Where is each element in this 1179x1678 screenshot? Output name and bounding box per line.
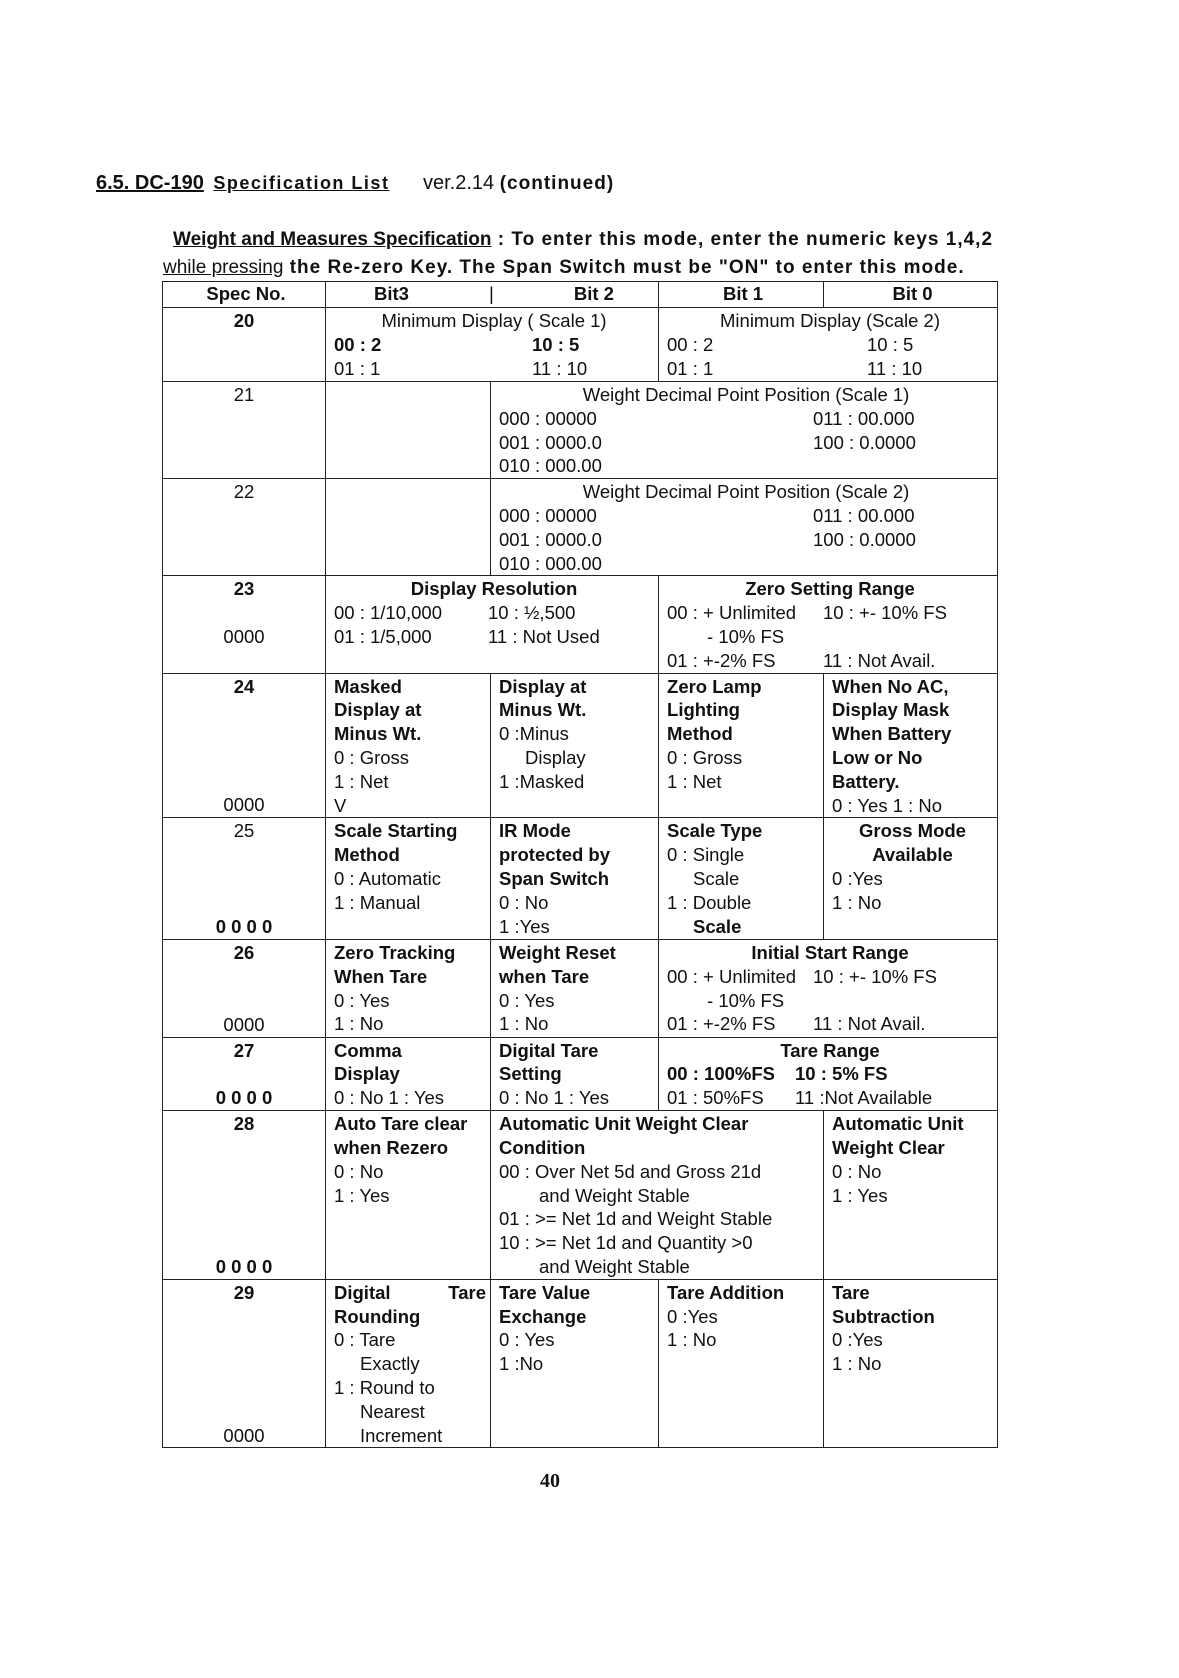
r25-bit1-line: Scale Type	[667, 820, 763, 842]
r29-bit2	[491, 1279, 659, 1448]
r24-bit1-line: 0 : Gross	[667, 746, 743, 768]
table-row	[163, 382, 998, 479]
r28-bit3-line: when Rezero	[334, 1136, 449, 1158]
r25-default: 0 0 0 0	[215, 916, 273, 938]
header-bit3: Bit3	[374, 283, 409, 304]
r29-bit0-line: 0 :Yes	[832, 1329, 883, 1351]
r26-bit2-line: 0 : Yes	[499, 989, 555, 1011]
r24-bit3-line: 1 : Net	[334, 770, 389, 792]
r26-bit2-line: Weight Reset	[499, 941, 616, 963]
table-row	[163, 308, 998, 382]
r29-bit3-line: Nearest	[360, 1400, 425, 1422]
r28-title2: Condition	[499, 1136, 586, 1158]
r20-b2: 10 : 5	[867, 333, 914, 355]
header-bit1: Bit 1	[659, 282, 824, 308]
r24-bit0-line: Low or No	[832, 746, 923, 768]
table-row	[163, 939, 998, 1037]
r29-default: 0000	[223, 1424, 265, 1446]
r28-m5: and Weight Stable	[539, 1255, 690, 1277]
r20-scale2-title: Minimum Display (Scale 2)	[720, 310, 941, 331]
r24-bit3	[326, 673, 491, 818]
r25-bit1	[659, 818, 824, 940]
r29-bit3-line: 1 : Round to	[334, 1376, 435, 1398]
r26-bit2	[491, 939, 659, 1037]
r29-bit3-line: 0 : Tare	[334, 1329, 396, 1351]
spec-table	[162, 281, 998, 1448]
r24-bit2-line: 0 :Minus	[499, 723, 569, 745]
r24-bit0	[824, 673, 998, 818]
r27-bit2-line: Setting	[499, 1063, 562, 1085]
r23-b1: 00 : + Unlimited	[667, 602, 797, 624]
r29-bit1-line: Tare Addition	[667, 1281, 785, 1303]
r29-bit3-line: Exactly	[360, 1353, 420, 1375]
r20-b1: 00 : 2	[667, 333, 714, 355]
r24-bit2-line: Display	[525, 746, 586, 768]
r24-bit0-line: Display Mask	[832, 699, 950, 721]
r28-bit3	[326, 1111, 491, 1280]
r28-default: 0 0 0 0	[215, 1255, 273, 1277]
r26-b4: 01 : +-2% FS	[667, 1013, 776, 1035]
r26-b1: 00 : + Unlimited	[667, 965, 797, 987]
r23-a2: 10 : ½,500	[488, 602, 576, 624]
r27-bit2	[491, 1037, 659, 1111]
section-number: 6.5. DC-190	[96, 172, 204, 194]
r29-bit1	[659, 1279, 824, 1448]
r24-bit3-line: Masked	[334, 675, 402, 697]
r28-bit3-line: 1 : Yes	[334, 1184, 390, 1206]
r21-empty	[326, 382, 491, 479]
r26-b3: - 10% FS	[707, 989, 785, 1011]
spec-no-24: 24	[233, 675, 255, 697]
r20-scale1-title: Minimum Display ( Scale 1)	[381, 310, 607, 331]
r24-bit3-line: V	[334, 794, 347, 816]
r26-default: 0000	[223, 1013, 265, 1035]
spec-no-28-cell	[163, 1111, 326, 1280]
r26-start-range-title: Initial Start Range	[751, 941, 909, 963]
spec-no-27: 27	[233, 1039, 255, 1061]
r22-v2: 011 : 00.000	[813, 504, 915, 526]
spec-no-21: 21	[163, 382, 326, 479]
r29-bit0-line: Subtraction	[832, 1305, 935, 1327]
r25-bit2-line: 0 : No	[499, 891, 549, 913]
r29-bit2-line: 1 :No	[499, 1353, 544, 1375]
r27-bit3	[326, 1037, 491, 1111]
r23-a1: 00 : 1/10,000	[334, 602, 443, 624]
r23-a3: 01 : 1/5,000	[334, 625, 432, 647]
r25-bit0	[824, 818, 998, 940]
r28-bit3-line: Auto Tare clear	[334, 1113, 468, 1135]
r29-bit1-line: 0 :Yes	[667, 1305, 718, 1327]
r20-scale2-cell	[659, 308, 998, 382]
r25-bit3	[326, 818, 491, 940]
r24-bit0-line: 0 : Yes 1 : No	[832, 794, 943, 816]
r27-bit3-line: 0 : No 1 : Yes	[334, 1087, 445, 1109]
r29-bit1-line: 1 : No	[667, 1329, 717, 1351]
r23-default: 0000	[223, 626, 265, 648]
r23-resolution-title: Display Resolution	[410, 578, 578, 600]
r25-bit0-line: 1 : No	[832, 891, 882, 913]
r27-bit3-line: Display	[334, 1063, 400, 1085]
r29-bit2-line: 0 : Yes	[499, 1329, 555, 1351]
r22-v5: 010 : 000.00	[499, 552, 602, 574]
r20-a4: 11 : 10	[532, 357, 588, 379]
r25-bit1-line: Scale	[693, 867, 740, 889]
table-row	[163, 673, 998, 818]
r24-bit1-line: Zero Lamp	[667, 675, 762, 697]
r26-bit3-line: Zero Tracking	[334, 941, 456, 963]
r26-bit2-line: when Tare	[499, 965, 590, 987]
r24-bit1-line: Lighting	[667, 699, 740, 721]
r26-bit3-line: 0 : Yes	[334, 989, 390, 1011]
r23-b4: 01 : +-2% FS	[667, 649, 776, 671]
r23-b2: 10 : +- 10% FS	[823, 602, 947, 624]
header-bit2: Bit 2	[573, 283, 614, 304]
r23-a4: 11 : Not Used	[488, 625, 600, 647]
r24-bit0-line: When Battery	[832, 723, 952, 745]
intro-line2: the Re-zero Key. The Span Switch must be "ON" to enter this mode.	[289, 257, 965, 278]
r22-empty	[326, 479, 491, 576]
r28-m4: 10 : >= Net 1d and Quantity >0	[499, 1232, 753, 1254]
r27-b1: 00 : 100%FS	[667, 1063, 775, 1085]
r24-bit2	[491, 673, 659, 818]
r22-v4: 100 : 0.0000	[813, 528, 916, 550]
intro-line2-underlined: while pressing	[163, 257, 284, 278]
r21-title: Weight Decimal Point Position (Scale 1)	[582, 384, 910, 405]
r22-v1: 000 : 00000	[499, 504, 597, 526]
r27-b2: 10 : 5% FS	[795, 1063, 888, 1085]
r24-bit3-line: Display at	[334, 699, 422, 721]
r20-a3: 01 : 1	[334, 357, 381, 379]
r28-bit0-line: 1 : Yes	[832, 1184, 888, 1206]
intro-line1: : To enter this mode, enter the numeric keys 1,4,2	[497, 229, 994, 250]
r23-zero-range-cell	[659, 576, 998, 673]
r29-bit2-line: Exchange	[499, 1305, 587, 1327]
r26-start-range-cell	[659, 939, 998, 1037]
intro-title: Weight and Measures Specification	[173, 229, 492, 250]
r29-bit0-line: Tare	[832, 1281, 870, 1303]
r20-scale1-cell	[326, 308, 659, 382]
r25-bit3-line: 0 : Automatic	[334, 867, 441, 889]
r27-bit2-line: Digital Tare	[499, 1039, 599, 1061]
r24-bit3-line: Minus Wt.	[334, 723, 422, 745]
r24-bit2-line: Minus Wt.	[499, 699, 587, 721]
r21-v1: 000 : 00000	[499, 407, 597, 429]
r23-zero-range-title: Zero Setting Range	[745, 578, 915, 600]
table-row	[163, 1111, 998, 1280]
r25-bit2-line: IR Mode	[499, 820, 571, 842]
header-bit3-bit2	[326, 282, 659, 308]
table-row	[163, 818, 998, 940]
r26-b5: 11 : Not Avail.	[813, 1013, 926, 1035]
spec-no-29-cell	[163, 1279, 326, 1448]
r25-bit0-line: Gross Mode	[859, 820, 966, 842]
header-bit0: Bit 0	[824, 282, 998, 308]
table-row	[163, 479, 998, 576]
spec-no-22: 22	[163, 479, 326, 576]
r25-bit0-line: Available	[872, 844, 953, 866]
r21-v2: 011 : 00.000	[813, 407, 915, 429]
r20-a2: 10 : 5	[532, 333, 580, 355]
r25-bit3-line: 1 : Manual	[334, 891, 421, 913]
r27-b4: 11 :Not Available	[795, 1087, 933, 1109]
r28-bit0-line: Weight Clear	[832, 1136, 945, 1158]
r27-bit2-line: 0 : No 1 : Yes	[499, 1087, 610, 1109]
spec-no-24-cell	[163, 673, 326, 818]
r21-v4: 100 : 0.0000	[813, 431, 916, 453]
r23-b5: 11 : Not Avail.	[823, 649, 936, 671]
r27-default: 0 0 0 0	[215, 1087, 273, 1109]
r25-bit0-line: 0 :Yes	[832, 867, 883, 889]
table-header-row	[163, 282, 998, 308]
r25-bit2-line: Span Switch	[499, 867, 609, 889]
r26-bit3	[326, 939, 491, 1037]
r29-bit3-line: Increment	[360, 1424, 443, 1446]
r24-bit0-line: Battery.	[832, 770, 900, 792]
r21-v5: 010 : 000.00	[499, 455, 602, 477]
r27-tare-range-title: Tare Range	[780, 1039, 880, 1061]
spec-no-25-cell	[163, 818, 326, 940]
r24-bit1	[659, 673, 824, 818]
r28-m2: and Weight Stable	[539, 1184, 690, 1206]
header-divider: |	[489, 283, 494, 304]
r24-bit3-line: 0 : Gross	[334, 746, 410, 768]
r21-v3: 001 : 0000.0	[499, 431, 602, 453]
r25-bit3-line: Scale Starting	[334, 820, 458, 842]
r24-bit2-line: Display at	[499, 675, 587, 697]
r20-b3: 01 : 1	[667, 357, 714, 379]
r23-b3: - 10% FS	[707, 625, 785, 647]
r28-m1: 00 : Over Net 5d and Gross 21d	[499, 1160, 762, 1182]
r25-bit1-line: 1 : Double	[667, 891, 752, 913]
r28-m3: 01 : >= Net 1d and Weight Stable	[499, 1208, 773, 1230]
table-row	[163, 1037, 998, 1111]
r25-bit2-line: 1 :Yes	[499, 915, 550, 937]
spec-no-28: 28	[233, 1113, 255, 1135]
spec-no-23: 23	[233, 578, 255, 600]
r22-cell	[491, 479, 998, 576]
r27-bit3-line: Comma	[334, 1039, 402, 1061]
r26-bit3-line: When Tare	[334, 965, 428, 987]
spec-no-26-cell	[163, 939, 326, 1037]
r24-bit2-line: 1 :Masked	[499, 770, 585, 792]
r28-title1: Automatic Unit Weight Clear	[499, 1113, 749, 1135]
spec-no-20: 20	[163, 308, 326, 382]
r20-a1: 00 : 2	[334, 333, 382, 355]
r24-bit1-line: Method	[667, 723, 733, 745]
page-number: 40	[540, 1470, 560, 1492]
r28-weight-clear-cell	[491, 1111, 824, 1280]
spec-no-23-cell	[163, 576, 326, 673]
r25-bit1-line: 0 : Single	[667, 844, 745, 866]
continued-label: (continued)	[499, 173, 615, 194]
r28-bit0	[824, 1111, 998, 1280]
intro-paragraph	[163, 226, 1073, 282]
r24-default: 0000	[223, 794, 265, 816]
r29-bit0-line: 1 : No	[832, 1353, 882, 1375]
r26-b2: 10 : +- 10% FS	[813, 965, 937, 987]
header-spec-no: Spec No.	[163, 282, 326, 308]
r25-bit2-line: protected by	[499, 844, 611, 866]
r26-bit2-line: 1 : No	[499, 1013, 549, 1035]
r29-bit3-title-2: Tare	[448, 1281, 486, 1303]
r27-b3: 01 : 50%FS	[667, 1087, 764, 1109]
r25-bit3-line: Method	[334, 844, 400, 866]
spec-no-25: 25	[233, 820, 255, 842]
r26-bit3-line: 1 : No	[334, 1013, 384, 1035]
section-heading	[96, 172, 614, 195]
r21-cell	[491, 382, 998, 479]
r29-bit3	[326, 1279, 491, 1448]
r22-title: Weight Decimal Point Position (Scale 2)	[582, 481, 910, 503]
r24-bit1-line: 1 : Net	[667, 770, 722, 792]
r29-bit0	[824, 1279, 998, 1448]
r28-bit0-line: 0 : No	[832, 1160, 882, 1182]
version-label: ver.2.14	[423, 172, 495, 194]
r25-bit1-line: Scale	[693, 915, 742, 937]
r28-bit3-line: 0 : No	[334, 1160, 384, 1182]
r29-bit3-title-1: Digital	[334, 1281, 391, 1303]
section-title: Specification List	[213, 173, 390, 193]
r25-bit2	[491, 818, 659, 940]
spec-no-27-cell	[163, 1037, 326, 1111]
spec-no-26: 26	[233, 941, 255, 963]
r24-bit0-line: When No AC,	[832, 675, 949, 697]
r29-bit2-line: Tare Value	[499, 1281, 591, 1303]
table-row	[163, 576, 998, 673]
spec-no-29: 29	[233, 1281, 255, 1303]
r29-bit3-line: Rounding	[334, 1305, 421, 1327]
r22-v3: 001 : 0000.0	[499, 528, 602, 550]
r23-resolution-cell	[326, 576, 659, 673]
r28-bit0-line: Automatic Unit	[832, 1113, 964, 1135]
table-row	[163, 1279, 998, 1448]
r20-b4: 11 : 10	[867, 357, 923, 379]
r27-tare-range-cell	[659, 1037, 998, 1111]
